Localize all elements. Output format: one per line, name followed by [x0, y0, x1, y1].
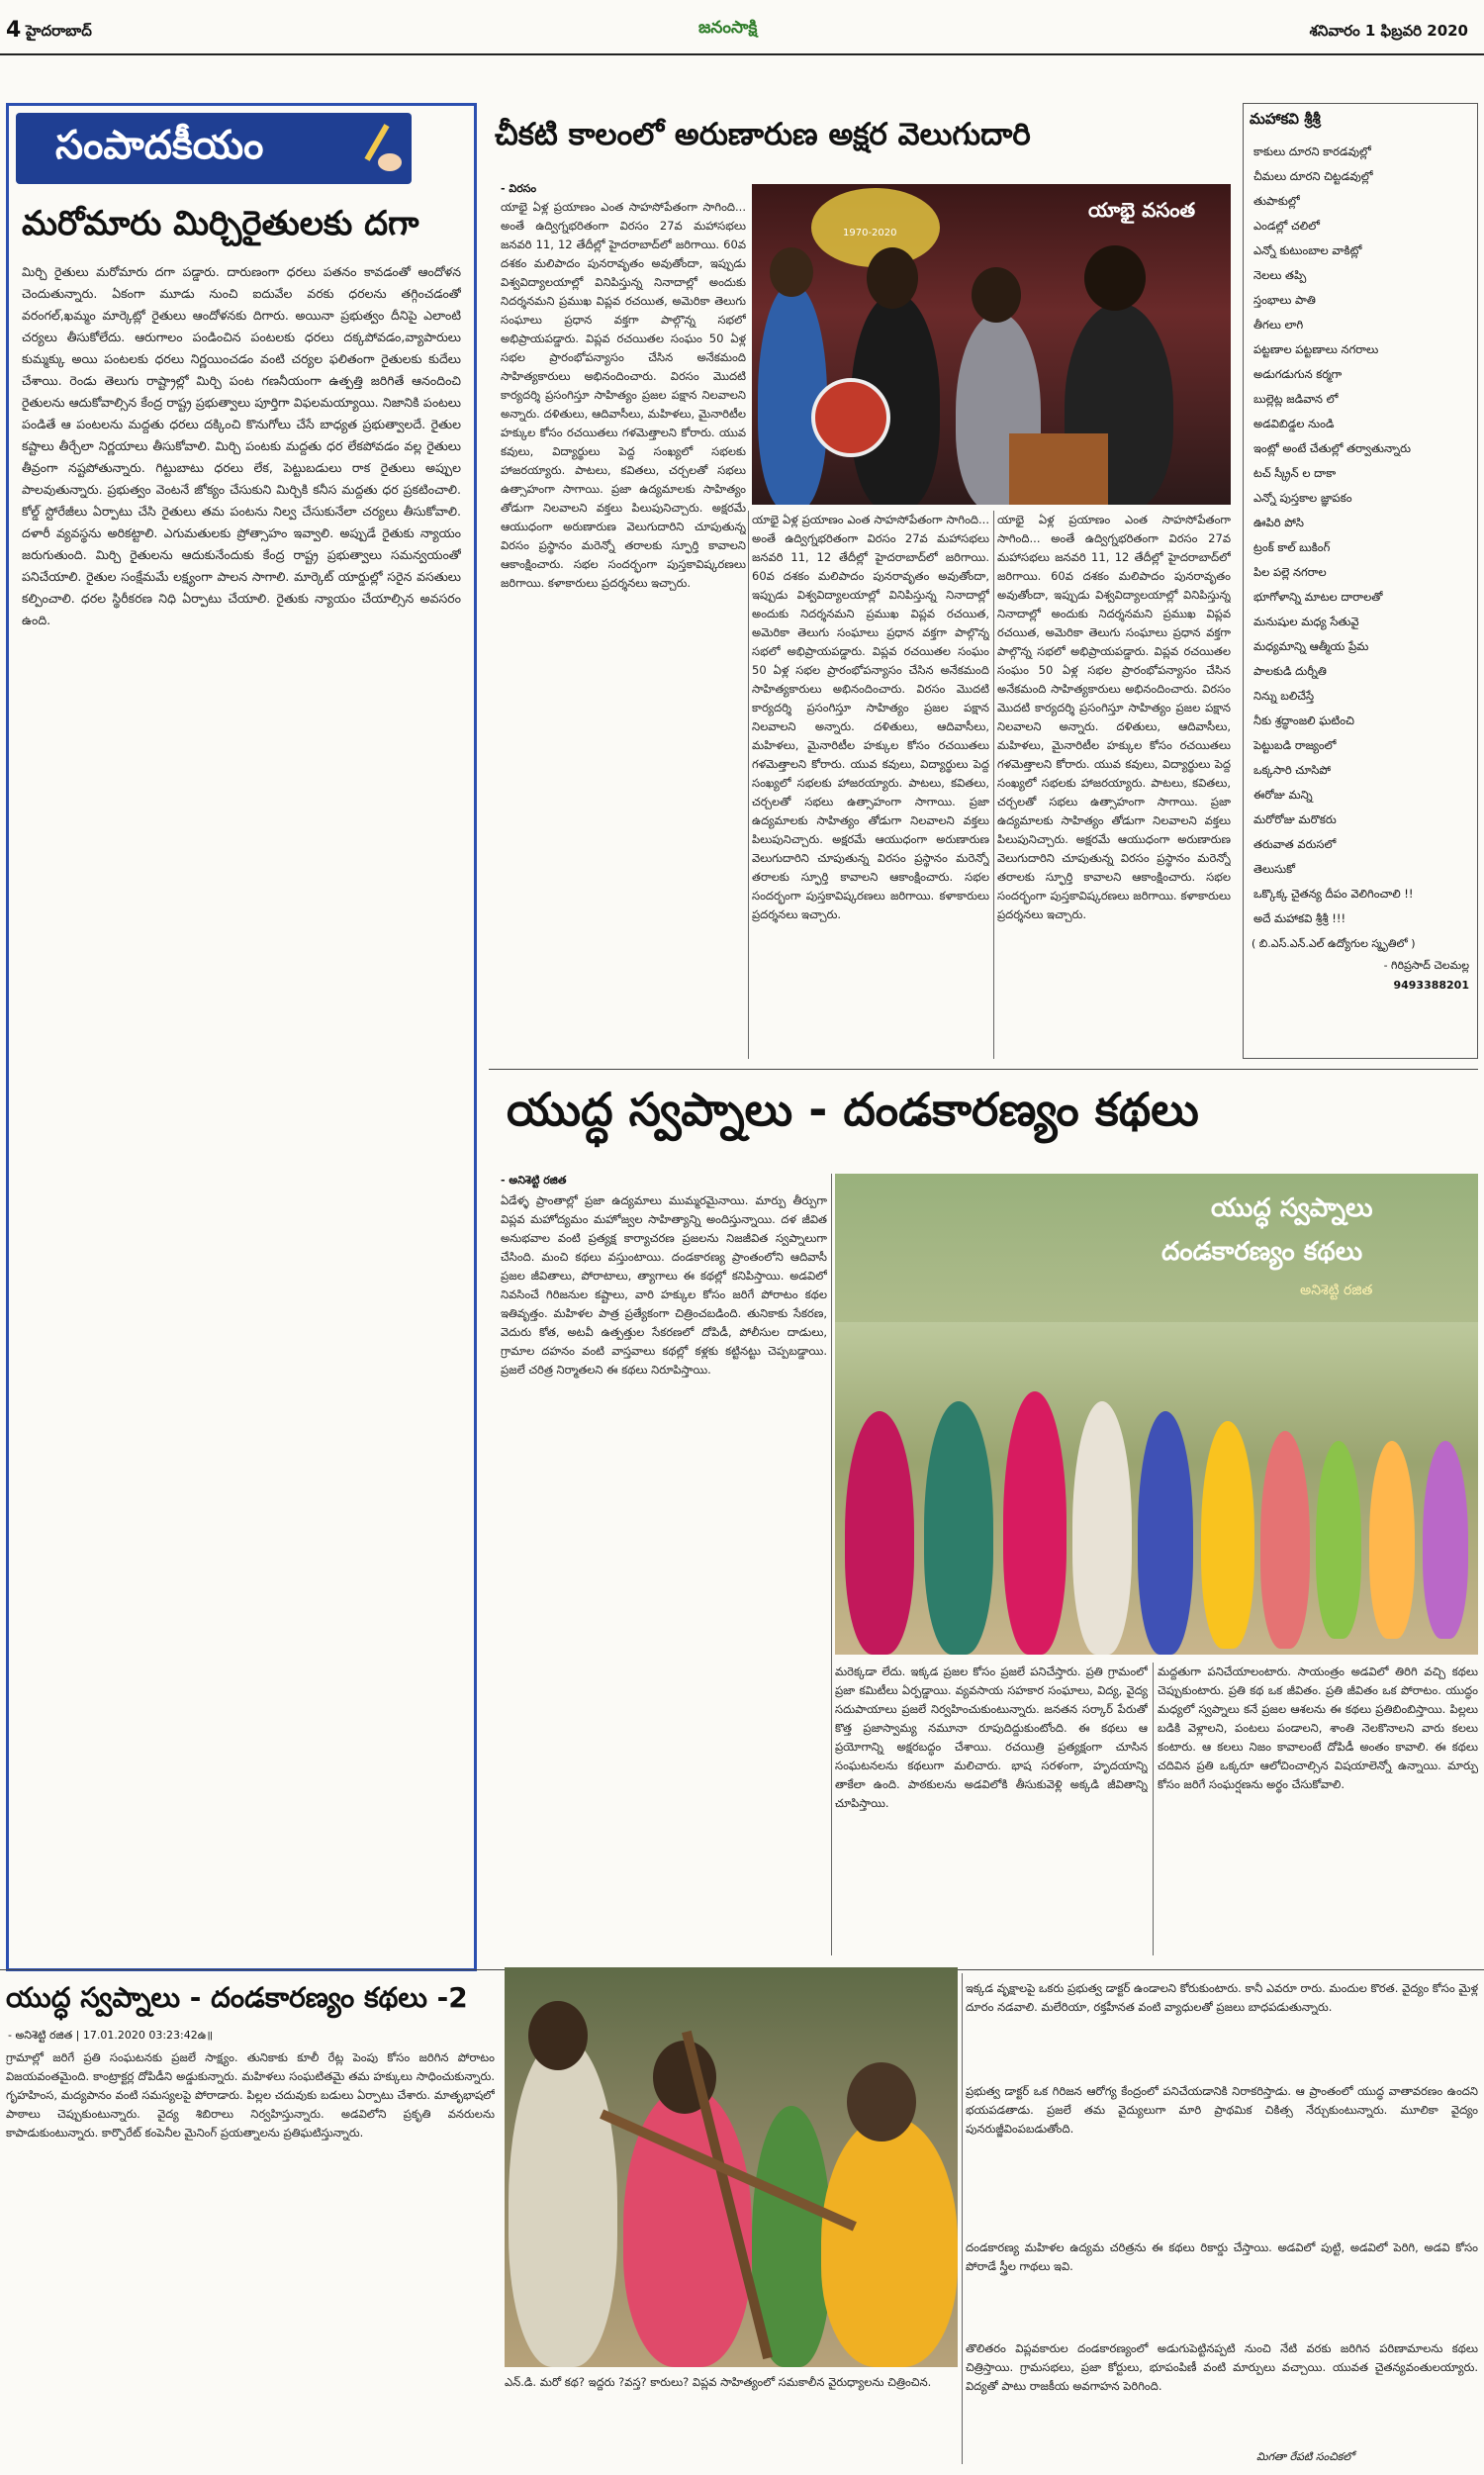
sidebar-item: తరువాత వరుసలో — [1253, 837, 1337, 851]
issue-date: శనివారం 1 ఫిబ్రవరి 2020 — [1309, 22, 1468, 40]
feature-top-body-col1: యాభై ఏళ్ల ప్రయాణం ఎంత సాహసోపేతంగా సాగింది... అంతే ఉద్విగ్నభరితంగా విరసం 27వ మహాసభలు జనవరి 11, 12 తేదీల్లో హైదరాబాద్‌లో జరిగాయి. 60వ దశకం మలిపాదం పునరావృతం అవుతోందా, ఇప్పుడు విశ్వవిద్యాలయాల్లో వినిపిస్తున్న నినాదాల్లో అందుకు నిదర్శనమని ప్రముఖ విప్లవ రచయిత, అమెరికా తెలుగు సంఘాలు ప్రధాన వక్తగా పాల్గొన్న సభలో అభిప్రాయపడ్డారు. విప్లవ రచయితల సంఘం 50 ఏళ్ల సభల ప్రారంభోపన్యాసం చేసిన అనేకమంది సాహిత్యకారులు అభినందించారు. విరసం మొదటి కార్యదర్శి ప్రసంగిస్తూ సాహిత్యం ప్రజల పక్షాన నిలవాలని అన్నారు. దళితులు, ఆదివాసీలు, మహిళలు, మైనారిటీల హక్కుల కోసం రచయితలు గళమెత్తాలని కోరారు. యువ కవులు, విద్యార్థులు పెద్ద సంఖ్యలో సభలకు హాజరయ్యారు. పాటలు, కవితలు, చర్చలతో సభలు ఉత్సాహంగా సాగాయి. ప్రజా ఉద్యమాలకు సాహిత్యం తోడుగా నిలవాలని వక్తలు పిలుపునిచ్చారు. అక్షరమే ఆయుధంగా అరుణారుణ వెలుగుదారిని చూపుతున్న విరసం ప్రస్థానం మరెన్నో తరాలకు స్ఫూర్తి కావాలని ఆకాంక్షించారు. సభల సందర్భంగా పుస్తకావిష్కరణలు జరిగాయి. కళాకారులు ప్రదర్శనలు ఇచ్చారు. — [501, 200, 746, 590]
feature-mid-body-col2: మరెక్కడా లేదు. ఇక్కడ ప్రజల కోసం ప్రజలే పనిచేస్తారు. ప్రతి గ్రామంలో ప్రజా కమిటీలు ఏర్పడ్డాయి. వ్యవసాయ సహకార సంఘాలు, విద్య, వైద్య సదుపాయాలు ప్రజలే నిర్వహించుకుంటున్నారు. జనతన సర్కార్‌ పేరుతో కొత్త ప్రజాస్వామ్య నమూనా రూపుదిద్దుకుంటోంది. ఈ కథలు ఆ ప్రయోగాన్ని అక్షరబద్ధం చేశాయి. రచయిత్రి ప్రత్యక్షంగా చూసిన సంఘటనలను కథలుగా మలిచారు. భాష సరళంగా, హృదయాన్ని తాకేలా ఉంది. పాఠకులను అడవిలోకి తీసుకువెళ్లి అక్కడి జీవితాన్ని చూపిస్తాయి. — [835, 1665, 1148, 1810]
sidebar-item: మనుషుల మధ్య సేతువై — [1253, 615, 1359, 628]
sidebar-title: మహాకవి శ్రీశ్రీ — [1250, 110, 1321, 128]
drum — [811, 378, 890, 457]
sidebar-item: ఒక్కసారి చూసిపో — [1253, 763, 1332, 777]
paper-logo: జనంసాక్షి — [698, 18, 758, 38]
marcher — [1138, 1411, 1193, 1655]
sidebar-note: ( బి.ఎస్.ఎన్.ఎల్ ఉద్యోగుల స్మృతిలో ) — [1252, 937, 1416, 950]
city-label: హైదరాబాద్ — [26, 22, 92, 40]
singer-1 — [758, 283, 827, 505]
marcher — [1201, 1421, 1254, 1649]
marcher — [1003, 1391, 1067, 1655]
sidebar-item: ఎన్నో పుస్తకాల జ్ఞాపకం — [1253, 491, 1352, 505]
marcher — [924, 1401, 993, 1655]
sidebar-item: చీమలు దూరని చిట్టడవుల్లో — [1253, 169, 1373, 183]
section-rule — [489, 1069, 1478, 1070]
sidebar-item: పిల పల్లె నగరాల — [1253, 565, 1327, 579]
sidebar-item: బుల్లెట్ల జడివాన లో — [1253, 392, 1339, 406]
overlay-title: యుద్ధ స్వప్నాలు — [1211, 1193, 1373, 1223]
column-rule — [831, 1174, 832, 1955]
column-rule — [748, 511, 749, 1059]
woman-head — [528, 2001, 588, 2070]
singer-3-head — [972, 267, 1021, 323]
anniversary-years: 1970-2020 — [843, 228, 897, 238]
singer-2-head — [867, 247, 918, 309]
feature-bottom-body-right2: ప్రభుత్వ డాక్టర్‌ ఒక గిరిజన ఆరోగ్య కేంద్రంలో పనిచేయడానికి నిరాకరిస్తాడు. ఆ ప్రాంతంలో యుద్ధ వాతావరణం ఉందని భయపడతాడు. ప్రజలే తమ వైద్యులుగా మారి ప్రాథమిక చికిత్స నేర్చుకుంటున్నారు. మూలికా వైద్యం పునరుజ్జీవింపబడుతోంది. — [966, 2084, 1478, 2136]
feature-bottom-headline: యుద్ధ స్వప్నాలు - దండకారణ్యం కథలు -2 — [6, 1981, 468, 2014]
page-number: 4 — [6, 18, 22, 43]
feature-bottom-body-right4: తొలితరం విప్లవకారుల దండకారణ్యంలో అడుగుపెట్టినప్పటి నుంచి నేటి వరకు జరిగిన పరిణామాలను కథలు చిత్రిస్తాయి. గ్రామసభలు, ప్రజా కోర్టులు, భూపంపిణీ వంటి మార్పులు వచ్చాయి. యువత చైతన్యవంతులయ్యారు. విద్యతో పాటు రాజకీయ అవగాహన పెరిగింది. — [966, 2341, 1478, 2393]
feature-bottom-body-right3: దండకారణ్య మహిళల ఉద్యమ చరిత్రను ఈ కథలు రికార్డు చేస్తాయి. అడవిలో పుట్టి, అడవిలో పెరిగి, అడవి కోసం పోరాడే స్త్రీల గాథలు ఇవి. — [966, 2240, 1478, 2273]
sidebar-item: ఎన్నో కుటుంబాల వాకిట్లో — [1253, 243, 1362, 257]
woman-head — [847, 2062, 916, 2142]
sidebar-item: తుపాకుల్లో — [1253, 194, 1300, 208]
editorial-headline: మరోమారు మిర్చిరైతులకు దగా — [22, 204, 419, 243]
tree-canopy — [835, 1174, 1478, 1322]
feature-bottom-body-left: గ్రామాల్లో జరిగే ప్రతి సంఘటనకు ప్రజలే సాక్ష్యం. తునికాకు కూలీ రేట్ల పెంపు కోసం జరిగిన పోరాటం విజయవంతమైంది. కాంట్రాక్టర్ల దోపిడీని అడ్డుకున్నారు. మహిళలు సంఘటితమై తమ హక్కులు సాధించుకున్నారు. గృహహింస, మద్యపానం వంటి సమస్యలపై పోరాడారు. పిల్లల చదువుకు బడులు ఏర్పాటు చేశారు. మాతృభాషలో పాఠాలు చెప్పుకుంటున్నారు. వైద్య శిబిరాలు నిర్వహిస్తున్నారు. అడవిలోని ప్రకృతి వనరులను కాపాడుకుంటున్నారు. కార్పొరేట్‌ కంపెనీల మైనింగ్‌ ప్రయత్నాలను ప్రతిఘటిస్తున్నారు. — [6, 2050, 495, 2140]
sidebar-item: ఇంట్లో అంటే చేతుల్లో తర్వాతున్నారు — [1253, 441, 1411, 455]
sidebar-item: ఊపిరి పోసి — [1253, 516, 1304, 529]
marcher — [1316, 1441, 1361, 1639]
pen-hand-icon — [360, 119, 408, 178]
concert-photo — [752, 184, 1231, 505]
sidebar-item: కాకులు దూరని కారడవుల్లో — [1253, 144, 1371, 158]
editorial-banner-title: సంపాదకీయం — [55, 123, 264, 168]
sidebar-item: మరోరోజు మరొకరు — [1253, 812, 1337, 826]
marcher — [1369, 1441, 1415, 1639]
podium — [1009, 433, 1108, 505]
woman — [821, 2116, 958, 2367]
sidebar-phone: 9493388201 — [1393, 979, 1469, 992]
sidebar-item: నీకు శ్రద్ధాంజలి ఘటించి — [1253, 714, 1354, 727]
sidebar-item: తెలుసుకో — [1253, 862, 1296, 876]
feature-top-byline: - విరసం — [501, 182, 537, 195]
editorial-body: మిర్చి రైతులు మరోమారు దగా పడ్డారు. దారుణంగా ధరలు పతనం కావడంతో ఆందోళన చెందుతున్నారు. ఏకంగా మూడు నుంచి ఐదువేల వరకు ధరలను తగ్గించడంతో వరంగల్‌,ఖమ్మం మార్కెట్లో రైతులు ఆందోళనకు దిగారు. అయినా ప్రభుత్వం దీనిపై ఎలాంటి చర్యలు తీసుకోలేదు. ఆరుగాలం పండించిన పంటలకు ధరలు దక్కపోవడం,వ్యాపారులు కుమ్మక్కు అయి పంటలకు ధరలు నిర్ణయించడం వంటి చర్యల ఫలితంగా రైతులకు కుదేలు చేశాయి. రెండు తెలుగు రాష్ట్రాల్లో మిర్చి పంట గణనీయంగా ఉత్పత్తి జరిగితే ఆనందించి రైతులను ఆదుకోవాల్సిన కేంద్ర రాష్ట్ర ప్రభుత్వాలు పూర్తిగా విఫలమయ్యాయి. నిజానికి పంటలు పండితే ఆ పంటలను మద్దతు ధరలు దక్కించి కొనుగోలు చేసే బాధ్యత ప్రభుత్వాలదే. రైతుల కష్టాలు తీర్చేలా నిర్ణయాలు తీసుకోవాలి. మిర్చి పంటకు మద్దతు ధర లేకపోవడం వల్ల రైతులు తీవ్రంగా నష్టపోతున్నారు. గిట్టుబాటు ధరలు లేక, పెట్టుబడులు రాక రైతులు అప్పుల పాలవుతున్నారు. ప్రభుత్వం వెంటనే జోక్యం చేసుకుని మిర్చికి కనీస మద్దతు ధర ప్రకటించాలి. కోల్డ్‌ స్టోరేజీలు ఏర్పాటు చేసి రైతులు తమ పంటను నిల్వ చేసుకునేలా చర్యలు తీసుకోవాలి. దళారీ వ్యవస్థను అరికట్టాలి. ఎగుమతులకు ప్రోత్సాహం ఇవ్వాలి. అప్పుడే రైతుకు న్యాయం జరుగుతుంది. మిర్చి రైతులను ఆదుకునేందుకు కేంద్ర రాష్ట్ర ప్రభుత్వాలు సమన్వయంతో పనిచేయాలి. రైతుల సంక్షేమమే లక్ష్యంగా పాలన సాగాలి. మార్కెట్‌ యార్డుల్లో సరైన వసతులు కల్పించాలి. ధరల స్థిరీకరణ నిధి ఏర్పాటు చేయాలి. రైతుకు న్యాయం చేయాల్సిన అవసరం ఉంది. — [22, 264, 461, 627]
sidebar-item: ఎండల్లో చలిలో — [1253, 219, 1321, 233]
sidebar-item: పాలకుడి దుర్నీతి — [1253, 664, 1327, 678]
singer-1-head — [770, 247, 813, 297]
feature-top-headline: చీకటి కాలంలో అరుణారుణ అక్షర వెలుగుదారి — [495, 117, 1031, 152]
feature-mid-body-col1: ఏడేళ్ళ ప్రాంతాల్లో ప్రజా ఉద్యమాలు ముమ్మరమైనాయి. మార్పు తీర్పుగా విప్లవ మహోద్యమం మహోజ్వల సాహిత్యాన్ని అందిస్తున్నాయి. దళ జీవిత అనుభవాల వంటి ప్రత్యక్ష కార్యాచరణ ప్రజలను నిజజీవిత స్వప్నాలుగా చేసింది. మంచి కథలు వస్తుంటాయి. దండకారణ్య ప్రాంతంలోని ఆదివాసీ ప్రజల జీవితాలు, పోరాటాలు, త్యాగాలు ఈ కథల్లో కనిపిస్తాయి. అడవిలో నివసించే గిరిజనుల కష్టాలు, వారి హక్కుల కోసం జరిగే పోరాటం కథల ఇతివృత్తం. మహిళల పాత్ర ప్రత్యేకంగా చిత్రించబడింది. తునికాకు సేకరణ, వెదురు కోత, అటవీ ఉత్పత్తుల సేకరణలో దోపిడీ, పోలీసుల దాడులు, గ్రామాల దహనం వంటి వాస్తవాలు కథల్లో కళ్లకు కట్టినట్టు చెప్పబడ్డాయి. ప్రజలే చరిత్ర నిర్మాతలని ఈ కథలు నిరూపిస్తాయి. — [501, 1193, 827, 1377]
feature-bottom-byline: - అనిశెట్టి రజిత | 17.01.2020 03:23:42ఉ॥ — [8, 2029, 214, 2042]
photo-caption: ఎన్‌.డి. మరో కథ? ఇద్దరు ?వస్త? కారులు? విప్లవ సాహిత్యంలో సమకాలీన వైరుధ్యాలను చిత్రించిన. — [505, 2375, 932, 2389]
feature-mid-headline: యుద్ధ స్వప్నాలు - దండకారణ్యం కథలు — [507, 1083, 1199, 1136]
sidebar-item: నెలలు తప్పి — [1253, 268, 1307, 282]
sidebar-item: నిన్ను బలిచేస్తే — [1253, 689, 1315, 703]
sidebar-item: భూగోళాన్ని మాటల దారాలతో — [1253, 590, 1383, 604]
feature-top-body-col3: యాభై ఏళ్ల ప్రయాణం ఎంత సాహసోపేతంగా సాగింది... అంతే ఉద్విగ్నభరితంగా విరసం 27వ మహాసభలు జనవరి 11, 12 తేదీల్లో హైదరాబాద్‌లో జరిగాయి. 60వ దశకం మలిపాదం పునరావృతం అవుతోందా, ఇప్పుడు విశ్వవిద్యాలయాల్లో వినిపిస్తున్న నినాదాల్లో అందుకు నిదర్శనమని ప్రముఖ విప్లవ రచయిత, అమెరికా తెలుగు సంఘాలు ప్రధాన వక్తగా పాల్గొన్న సభలో అభిప్రాయపడ్డారు. విప్లవ రచయితల సంఘం 50 ఏళ్ల సభల ప్రారంభోపన్యాసం చేసిన అనేకమంది సాహిత్యకారులు అభినందించారు. విరసం మొదటి కార్యదర్శి ప్రసంగిస్తూ సాహిత్యం ప్రజల పక్షాన నిలవాలని అన్నారు. దళితులు, ఆదివాసీలు, మహిళలు, మైనారిటీల హక్కుల కోసం రచయితలు గళమెత్తాలని కోరారు. యువ కవులు, విద్యార్థులు పెద్ద సంఖ్యలో సభలకు హాజరయ్యారు. పాటలు, కవితలు, చర్చలతో సభలు ఉత్సాహంగా సాగాయి. ప్రజా ఉద్యమాలకు సాహిత్యం తోడుగా నిలవాలని వక్తలు పిలుపునిచ్చారు. అక్షరమే ఆయుధంగా అరుణారుణ వెలుగుదారిని చూపుతున్న విరసం ప్రస్థానం మరెన్నో తరాలకు స్ఫూర్తి కావాలని ఆకాంక్షించారు. సభల సందర్భంగా పుస్తకావిష్కరణలు జరిగాయి. కళాకారులు ప్రదర్శనలు ఇచ్చారు. — [997, 513, 1231, 921]
feature-top-body-col2: యాభై ఏళ్ల ప్రయాణం ఎంత సాహసోపేతంగా సాగింది... అంతే ఉద్విగ్నభరితంగా విరసం 27వ మహాసభలు జనవరి 11, 12 తేదీల్లో హైదరాబాద్‌లో జరిగాయి. 60వ దశకం మలిపాదం పునరావృతం అవుతోందా, ఇప్పుడు విశ్వవిద్యాలయాల్లో వినిపిస్తున్న నినాదాల్లో అందుకు నిదర్శనమని ప్రముఖ విప్లవ రచయిత, అమెరికా తెలుగు సంఘాలు ప్రధాన వక్తగా పాల్గొన్న సభలో అభిప్రాయపడ్డారు. విప్లవ రచయితల సంఘం 50 ఏళ్ల సభల ప్రారంభోపన్యాసం చేసిన అనేకమంది సాహిత్యకారులు అభినందించారు. విరసం మొదటి కార్యదర్శి ప్రసంగిస్తూ సాహిత్యం ప్రజల పక్షాన నిలవాలని అన్నారు. దళితులు, ఆదివాసీలు, మహిళలు, మైనారిటీల హక్కుల కోసం రచయితలు గళమెత్తాలని కోరారు. యువ కవులు, విద్యార్థులు పెద్ద సంఖ్యలో సభలకు హాజరయ్యారు. పాటలు, కవితలు, చర్చలతో సభలు ఉత్సాహంగా సాగాయి. ప్రజా ఉద్యమాలకు సాహిత్యం తోడుగా నిలవాలని వక్తలు పిలుపునిచ్చారు. అక్షరమే ఆయుధంగా అరుణారుణ వెలుగుదారిని చూపుతున్న విరసం ప్రస్థానం మరెన్నో తరాలకు స్ఫూర్తి కావాలని ఆకాంక్షించారు. సభల సందర్భంగా పుస్తకావిష్కరణలు జరిగాయి. కళాకారులు ప్రదర్శనలు ఇచ్చారు. — [752, 513, 989, 921]
feature-mid-byline: - అనిశెట్టి రజిత — [501, 1174, 567, 1187]
feature-bottom-body-right1: ఇక్కడ వృక్షాలపై ఒకరు ప్రభుత్వ డాక్టర్‌ ఉండాలని కోరుకుంటారు. కానీ ఎవరూ రారు. మందుల కొరత. వైద్యం కోసం మైళ్ల దూరం నడవాలి. మలేరియా, రక్తహీనత వంటి వ్యాధులతో ప్రజలు బాధపడుతున్నారు. — [966, 1981, 1478, 2014]
masthead-rule — [0, 53, 1484, 55]
sidebar-item: టచ్ స్క్రీన్ ల దాకా — [1253, 466, 1337, 480]
procession-photo — [835, 1174, 1478, 1655]
marcher — [845, 1411, 914, 1655]
women-photo — [505, 1967, 958, 2367]
banner-text: యాభై వసంత — [1088, 198, 1196, 222]
sidebar-item: ఒక్కొక్క చైతన్య దీపం వెలిగించాలి !! — [1253, 887, 1414, 901]
sidebar-item: అదే మహాకవి శ్రీశ్రీ !!! — [1253, 911, 1346, 925]
marcher — [1072, 1401, 1132, 1655]
sidebar-item: అడుగడుగున కర్మగా — [1253, 367, 1343, 381]
editorial-banner — [16, 113, 412, 184]
masthead — [0, 12, 1484, 53]
woman — [509, 2037, 617, 2367]
sidebar-item: తీగలు లాగి — [1253, 318, 1304, 332]
sidebar-item: ఈరోజు మన్ని — [1253, 788, 1313, 802]
sidebar-item: ట్రంక్ కాల్ బుకింగ్ — [1253, 540, 1331, 554]
sidebar-list — [1244, 140, 1477, 931]
sidebar-item: స్తంభాలు పాతి — [1253, 293, 1316, 307]
continued-note: మిగతా రేపటి సంచికలో — [1256, 2450, 1354, 2463]
overlay-subtitle: దండకారణ్యం కథలు — [1161, 1237, 1363, 1267]
feature-mid-body-col3: మద్దతుగా పనిచేయాలంటారు. సాయంత్రం అడవిలో తిరిగి వచ్చి కథలు చెప్పుకుంటారు. ప్రతి కథ ఒక జీవితం. ప్రతి జీవితం ఒక పోరాటం. యుద్ధం మధ్యలో స్వప్నాలు కనే ప్రజల ఆశలను ఈ కథలు ప్రతిబింబిస్తాయి. పిల్లలు బడికి వెళ్లాలని, పంటలు పండాలని, శాంతి నెలకొనాలని వారు కలలు కంటారు. ఆ కలలు నిజం కావాలంటే దోపిడీ అంతం కావాలి. ఈ కథలు చదివిన ప్రతి ఒక్కరూ ఆలోచించాల్సిన విషయాలెన్నో ఉన్నాయి. మార్పు కోసం జరిగే సంఘర్షణను అర్థం చేసుకోవాలి. — [1158, 1665, 1478, 1791]
sidebar-item: అడవిబిడ్డల నుండి — [1253, 417, 1335, 430]
overlay-author: అనిశెట్టి రజిత — [1300, 1283, 1373, 1298]
marcher — [1423, 1441, 1468, 1639]
singer-4-head — [1084, 245, 1146, 311]
sidebar-item: పెట్టుబడి రాజ్యంలో — [1253, 738, 1337, 752]
column-rule — [1153, 1663, 1154, 1955]
marcher — [1260, 1431, 1310, 1649]
sidebar-item: పట్టణాల పట్టణాలు నగరాలు — [1253, 342, 1379, 356]
column-rule — [962, 1973, 963, 2464]
sidebar-box — [1243, 103, 1478, 1059]
sidebar-author: - గిరిప్రసాద్ చెలమల్ల — [1383, 959, 1469, 972]
column-rule — [993, 511, 994, 1059]
sidebar-item: మధ్యమాన్ని ఆత్మీయ ప్రేమ — [1253, 639, 1369, 653]
